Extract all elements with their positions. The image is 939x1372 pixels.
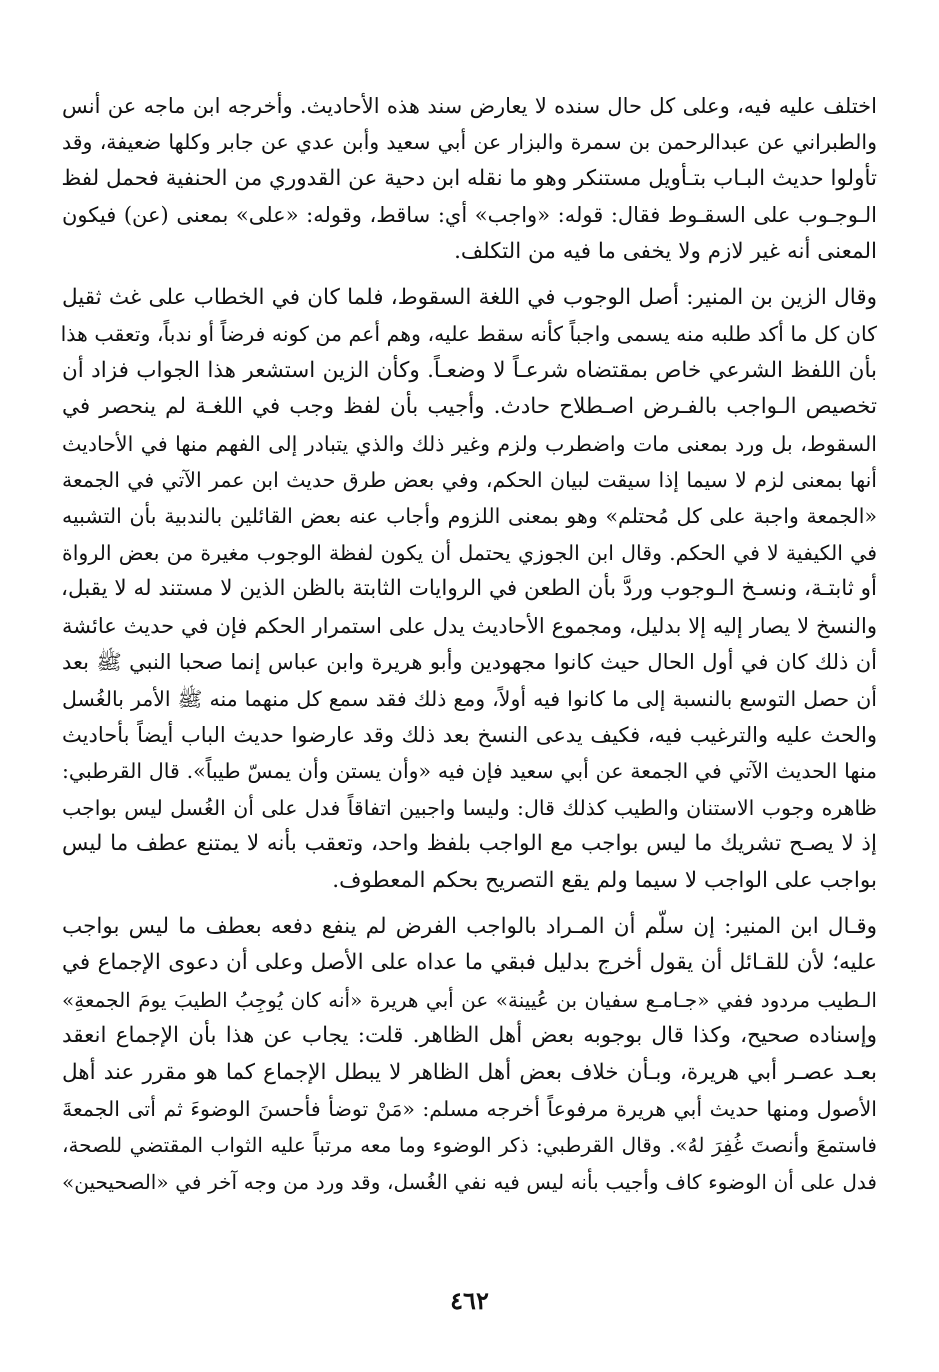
- text-line: أنها بمعنى لزم لا سيما إذا سيقت لبيان الحكم، وفي بعض طرق حديث ابن عمر الآتي في الجمعة: [62, 468, 877, 493]
- text-line: أن حصل التوسع بالنسبة إلى ما كانوا فيه أولاً، ومع ذلك فقد سمع كل منهما منه ﷺ الأمر بالغُسل: [62, 686, 877, 711]
- text-line: السقوط، بل ورد بمعنى مات واضطرب ولزم وغير ذلك والذي يتبادر إلى الفهم منها في الأحاديث: [62, 431, 877, 456]
- text-line: الأصول ومنها حديث أبي هريرة مرفوعاً أخرجه مسلم: «مَنْ توضأ فأحسنَ الوضوءَ ثم أتى الجمعةَ: [62, 1096, 877, 1121]
- text-line: أن ذلك كان في أول الحال حيث كانوا مجهودين وأبو هريرة وابن عباس إنما صحبا النبي ﷺ بعد: [62, 650, 877, 675]
- text-line: اختلف عليه فيه، وعلى كل حال سنده لا يعارض سند هذه الأحاديث. وأخرجه ابن ماجه عن أنس: [62, 94, 877, 118]
- text-line: بأن اللفظ الشرعي خاص بمقتضاه شرعـاً لا وضعـاً. وكأن الزين استشعر هذا الجواب فزاد أن: [62, 357, 877, 383]
- text-line: بعـد عصـر أبي هريرة، وبـأن خلاف بعض أهل الظاهر لا يبطل الإجماع كما هو مقرر عند أهل: [62, 1059, 877, 1085]
- paragraph-2: [62, 280, 877, 899]
- text-line: والنسخ لا يصار إليه إلا بدليل، ومجموع الأحاديث يدل على استمرار الحكم فإن في حديث عائشة: [62, 613, 877, 638]
- text-line: أو ثابتـة، ونسـخ الـوجوب وردَّ بأن الطعن في الروايات الثابتة بالظن الذين لا مستند له لا يقبل،: [61, 576, 877, 602]
- text-line: وقـال ابن المنير: إن سلّم أن المـراد بالواجب الفرض لم ينفع دفعه بعطف ما ليس بواجب: [62, 913, 877, 939]
- paragraph-3: [62, 909, 877, 1200]
- text-line: كان كل ما أكد طلبه منه يسمى واجباً كأنه سقط عليه، وهم أعم من كونه فرضاً أو ندباً، وتعقب هذا: [60, 322, 877, 347]
- text-line: إذ لا يصـح تشريك ما ليس بواجب مع الواجب بلفظ واحد، وتعقب بأنه لا يمتنع عطف ما ليس: [62, 831, 877, 857]
- text-line: فاستمعَ وأنصتَ غُفِرَ لهُ». وقال القرطبي: ذكر الوضوء وما معه مرتباً عليه الثواب المقتضي للصحة،: [62, 1133, 877, 1158]
- text-line: بواجب على الواجب لا سيما ولم يقع التصريح بحكم المعطوف.: [332, 867, 877, 893]
- text-line: المعنى أنه غير لازم ولا يخفى ما فيه من التكلف.: [454, 238, 877, 264]
- text-line: منها الحديث الآتي في الجمعة عن أبي سعيد فإن فيه «وأن يستن وأن يمسّ طيباً». قال القرطبي:: [62, 759, 877, 784]
- page-number: ٤٦٢: [450, 1286, 489, 1315]
- text-line: «الجمعة واجبة على كل مُحتلم» وهو بمعنى اللزوم وأجاب عنه بعض القائلين بالندبية بأن التشبيه: [62, 504, 877, 529]
- text-line: والطبراني عن عبدالرحمن بن سمرة والبزار عن أبي سعيد وأبن عدي عن جابر وكلها ضعيفة، وقد: [62, 130, 877, 155]
- text-line: فدل على أن الوضوء كاف وأجيب بأنه ليس فيه نفي الغُسل، وقد ورد من وجه آخر في «الصحيحين»: [62, 1169, 877, 1194]
- paragraph-1: [62, 88, 877, 270]
- text-line: وقال الزين بن المنير: أصل الوجوب في اللغة السقوط، فلما كان في الخطاب على غث ثقيل: [62, 285, 877, 311]
- page-body: [62, 88, 877, 1200]
- text-line: ظاهره وجوب الاستنان والطيب كذلك قال: وليسا واجبين اتفاقاً فدل على أن الغُسل ليس بواجب: [62, 795, 878, 820]
- text-line: وإسناده صحيح، وكذا قال بوجوبه بعض أهل الظاهر. قلت: يجاب عن هذا بأن الإجماع انعقد: [62, 1023, 877, 1049]
- text-line: تخصيص الـواجب بالفـرض اصـطلاح حادث. وأجيب بأن لفظ وجب في اللغـة لم ينحصر في: [62, 394, 877, 420]
- text-line: عليه؛ لأن للقـائل أن يقول أخرج بدليل فبقي ما عداه على الأصل وعلى أن دعوى الإجماع في: [62, 950, 877, 976]
- text-line: الـطيب مردود ففي «جـامـع سفيان بن عُيينة» عن أبي هريرة «أنه كان يُوجِبُ الطيبَ يومَ الجمعةِ»: [62, 987, 877, 1012]
- text-line: والحث عليه والترغيب فيه، فكيف يدعى النسخ بعد ذلك وقد عارضوا حديث الباب أيضاً بأحاديث: [62, 722, 877, 747]
- text-line: في الكيفية لا في الحكم. وقال ابن الجوزي يحتمل أن يكون لفظة الوجوب مغيرة من بعض الرواة: [62, 540, 877, 565]
- text-line: تأولوا حديث البـاب بتـأويل مستنكر وهو ما نقله ابن دحية عن القدوري من الحنفية فحمل لفظ: [61, 165, 877, 191]
- text-line: الـوجـوب على السقـوط فقال: قوله: «واجب» أي: ساقط، وقوله: «على» بمعنى (عن) فيكون: [62, 203, 877, 228]
